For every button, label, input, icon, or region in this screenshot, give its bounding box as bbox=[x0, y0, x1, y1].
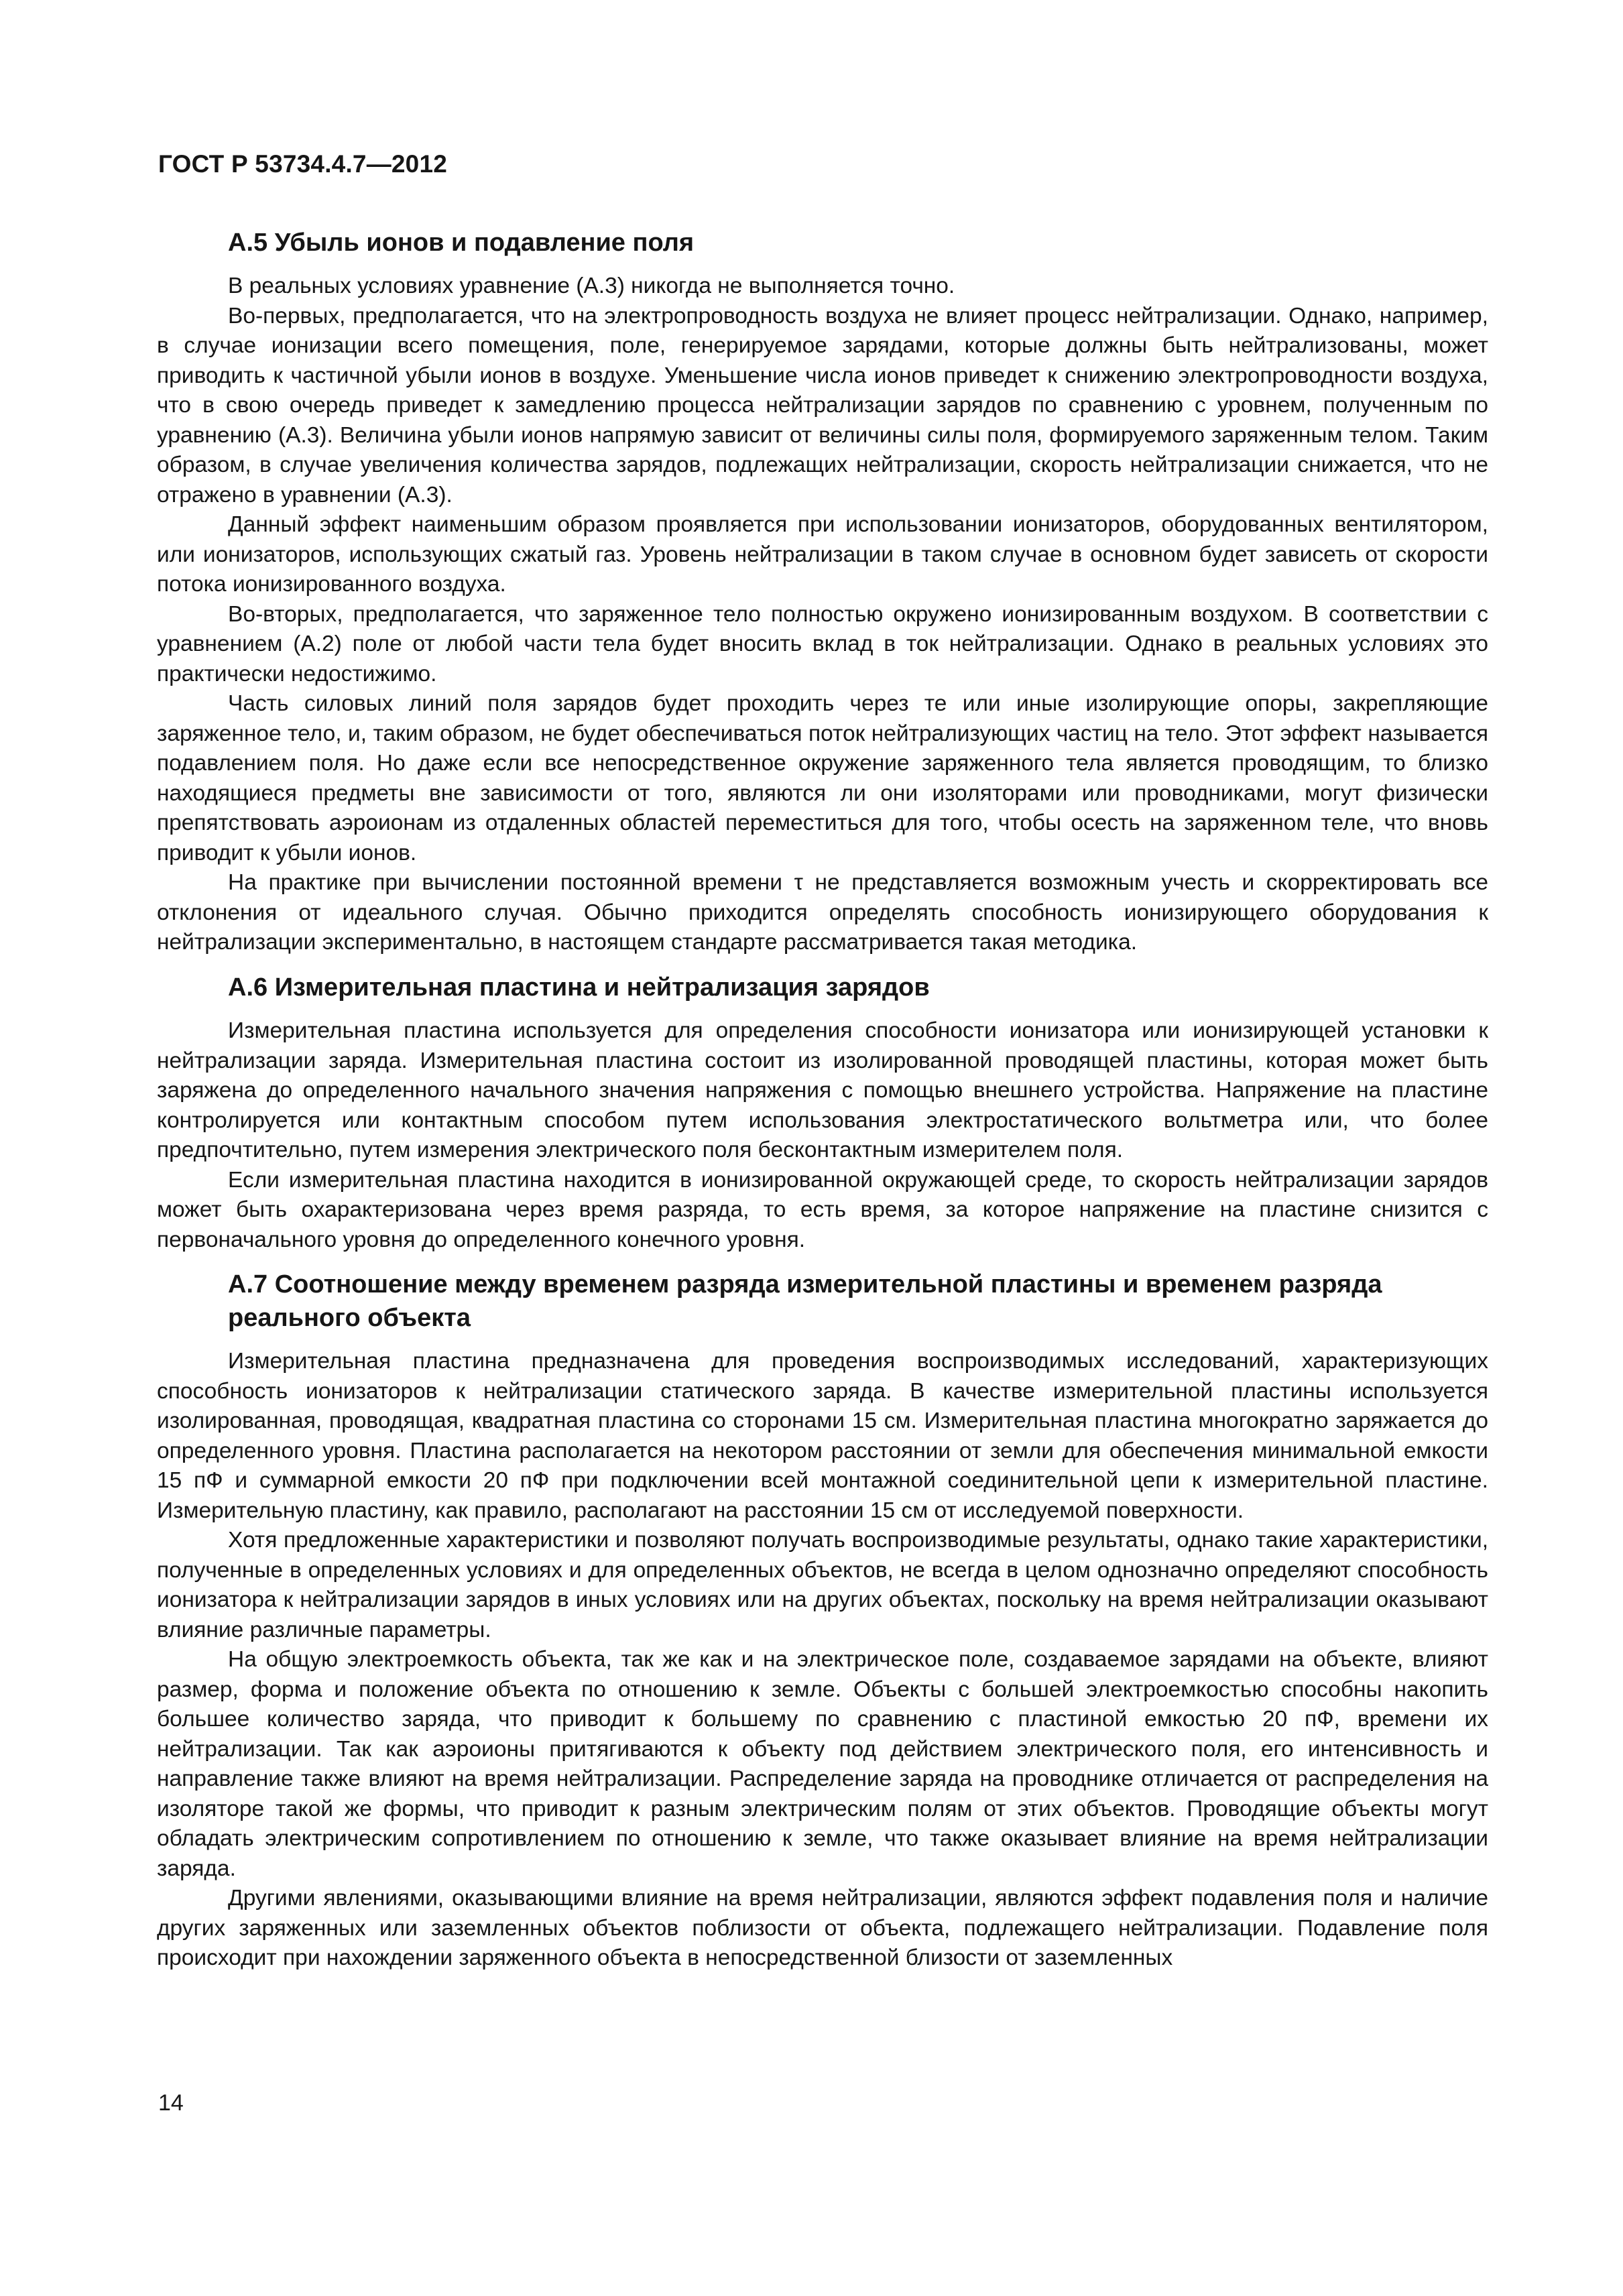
section-title: А.5 Убыль ионов и подавление поля bbox=[228, 229, 695, 257]
section-title: А.6 Измерительная пластина и нейтрализация зарядов bbox=[228, 973, 930, 1002]
standard-designation: ГОСТ Р 53734.4.7—2012 bbox=[158, 150, 448, 178]
page-number: 14 bbox=[158, 2090, 184, 2116]
paragraph: Хотя предложенные характеристики и позволяют получать воспроизводимые результаты, однако такие характеристики, полученные в определенных условиях и для определенных объектов, не всегда в целом однозначно определяют способность ионизатора к нейтрализации зарядов в иных условиях или на других объектах, поскольку на время нейтрализации оказывают влияние различные параметры. bbox=[157, 1528, 1488, 1642]
paragraph: Часть силовых линий поля зарядов будет проходить через те или иные изолирующие опоры, закрепляющие заряженное тело, и, таким образом, не будет обеспечиваться поток нейтрализующих частиц на тело. Этот эффект называется подавлением поля. Но даже если все непосредственное окружение заряженного тела является проводящим, то близко находящиеся предметы вне зависимости от того, являются ли они изоляторами или проводниками, могут физически препятствовать аэроионам из отдаленных областей переместиться для того, чтобы осесть на заряженном теле, что вновь приводит к убыли ионов. bbox=[157, 691, 1488, 865]
paragraph: Во-вторых, предполагается, что заряженное тело полностью окружено ионизированным воздухом. В соответствии с уравнением (А.2) поле от любой части тела будет вносить вклад в ток нейтрализации. Однако в реальных условиях это практически недостижимо. bbox=[157, 601, 1488, 686]
paragraph: Другими явлениями, оказывающими влияние на время нейтрализации, являются эффект подавления поля и наличие других заряженных или заземленных объектов поблизости от объекта, подлежащего нейтрализации. Подавление поля происходит при нахождении заряженного объекта в непосредственной близости от заземленных bbox=[157, 1886, 1488, 1971]
section-title: А.7 Соотношение между временем разряда измерительной пластины и временем разряда реального объекта bbox=[228, 1270, 1382, 1332]
section-a7 bbox=[157, 1268, 1488, 1973]
paragraph: На практике при вычислении постоянной времени τ не представляется возможным учесть и скорректировать все отклонения от идеального случая. Обычно приходится определять способность ионизирующего оборудования к нейтрализации экспериментально, в настоящем стандарте рассматривается такая методика. bbox=[157, 870, 1488, 955]
paragraph: Данный эффект наименьшим образом проявляется при использовании ионизаторов, оборудованных вентилятором, или ионизаторов, использующих сжатый газ. Уровень нейтрализации в таком случае в основном будет зависеть от скорости потока ионизированного воздуха. bbox=[157, 512, 1488, 597]
paragraph: Если измерительная пластина находится в ионизированной окружающей среде, то скорость нейтрализации зарядов может быть охарактеризована через время разряда, то есть время, за которое напряжение на пластине снизится с первоначального уровня до определенного конечного уровня. bbox=[157, 1167, 1488, 1252]
section-a5 bbox=[157, 227, 1488, 958]
paragraph: Измерительная пластина используется для определения способности ионизатора или ионизирующей установки к нейтрализации заряда. Измерительная пластина состоит из изолированной проводящей пластины, которая может быть заряжена до определенного начального значения напряжения с помощью внешнего устройства. Напряжение на пластине контролируется или контактным способом путем использования электростатического вольтметра или, что более предпочтительно, путем измерения электрического поля бесконтактным измерителем поля. bbox=[157, 1018, 1488, 1163]
document-body bbox=[157, 227, 1488, 1974]
paragraph: Измерительная пластина предназначена для проведения воспроизводимых исследований, характеризующих способность ионизаторов к нейтрализации статического заряда. В качестве измерительной пластины используется изолированная, проводящая, квадратная пластина со сторонами 15 см. Измерительная пластина многократно заряжается до определенного уровня. Пластина располагается на некотором расстоянии от земли для обеспечения минимальной емкости 15 пФ и суммарной емкости 20 пФ при подключении всей монтажной соединительной цепи к измерительной пластине. Измерительную пластину, как правило, располагают на расстоянии 15 см от исследуемой поверхности. bbox=[157, 1349, 1488, 1523]
paragraph: В реальных условиях уравнение (А.3) никогда не выполняется точно. bbox=[228, 274, 955, 299]
paragraph: На общую электроемкость объекта, так же как и на электрическое поле, создаваемое зарядами на объекте, влияют размер, форма и положение объекта по отношению к земле. Объекты с большей электроемкостью способны накопить большее количество заряда, что приводит к большему по сравнению с пластиной емкостью 20 пФ, времени их нейтрализации. Так как аэроионы притягиваются к объекту под действием электрического поля, его интенсивность и направление также влияют на время нейтрализации. Распределение заряда на проводнике отличается от распределения на изоляторе такой же формы, что приводит к разным электрическим полям от этих объектов. Проводящие объекты могут обладать электрическим сопротивлением по отношению к земле, что также оказывает влияние на время нейтрализации заряда. bbox=[157, 1647, 1488, 1881]
paragraph: Во-первых, предполагается, что на электропроводность воздуха не влияет процесс нейтрализации. Однако, например, в случае ионизации всего помещения, поле, генерируемое зарядами, которые должны быть нейтрализованы, может приводить к частичной убыли ионов в воздухе. Уменьшение числа ионов приведет к снижению электропроводности воздуха, что в свою очередь приведет к замедлению процесса нейтрализации зарядов по сравнению с уровнем, полученным по уравнению (А.3). Величина убыли ионов напрямую зависит от величины силы поля, формируемого заряженным телом. Таким образом, в случае увеличения количества зарядов, подлежащих нейтрализации, скорость нейтрализации снижается, что не отражено в уравнении (А.3). bbox=[157, 303, 1488, 507]
section-a6 bbox=[157, 971, 1488, 1255]
